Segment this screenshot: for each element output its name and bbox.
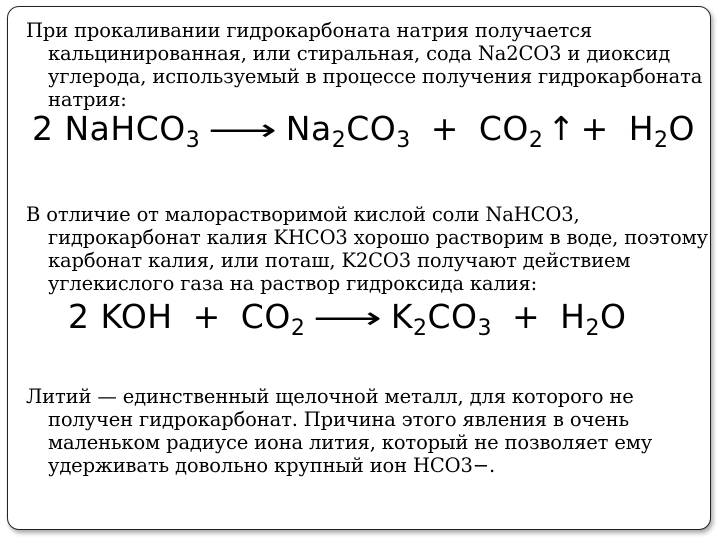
plus-sign: + xyxy=(430,109,459,148)
paragraph-potassium-bicarbonate: В отличие от малорастворимой кислой соли NaHCO3, гидрокарбонат калия KHCO3 хорошо растворим в воде, поэтому карбонат калия, или поташ, K2CO3 получают действием углекислого газа на раствор гидроксида калия: xyxy=(26,203,708,295)
product-carbon-dioxide: $CO_2$ xyxy=(478,109,544,153)
reaction-arrow: ⟶ xyxy=(313,301,383,336)
gas-evolution-arrow: ↑ xyxy=(547,109,576,148)
plus-sign: + xyxy=(580,109,609,148)
reaction-arrow: ⟶ xyxy=(208,113,278,148)
product-sodium-carbonate: $Na_2CO_3$ xyxy=(285,109,411,153)
reactant-potassium-hydroxide: KOH xyxy=(100,297,173,336)
product-potassium-carbonate: $K_2CO_3$ xyxy=(390,297,492,341)
paragraph-sodium-bicarbonate: При прокаливании гидрокарбоната натрия получается кальцинированная, или стиральная, сода Na2CO3 и диоксид углерода, используемый в процессе получения гидрокарбоната натрия: xyxy=(26,19,703,111)
reactant-carbon-dioxide: $CO_2$ xyxy=(240,297,306,341)
plus-sign: + xyxy=(512,297,541,336)
plus-sign: + xyxy=(192,297,221,336)
paragraph-lithium: Литий — единственный щелочной металл, для которого не получен гидрокарбонат. Причина этого явления в очень маленьком радиусе иона лития, который не позволяет ему удерживать довольно крупный ион HCO3−. xyxy=(26,385,653,477)
product-water: $H_2O$ xyxy=(628,109,696,153)
coefficient: 2 xyxy=(32,109,54,148)
coefficient: 2 xyxy=(68,297,90,336)
reactant-sodium-bicarbonate: NaHCO$_3$ xyxy=(64,109,201,153)
equation-bicarbonate-decomposition xyxy=(32,109,695,151)
product-water: $H_2O$ xyxy=(560,297,627,341)
equation-potash-formation xyxy=(68,297,626,339)
